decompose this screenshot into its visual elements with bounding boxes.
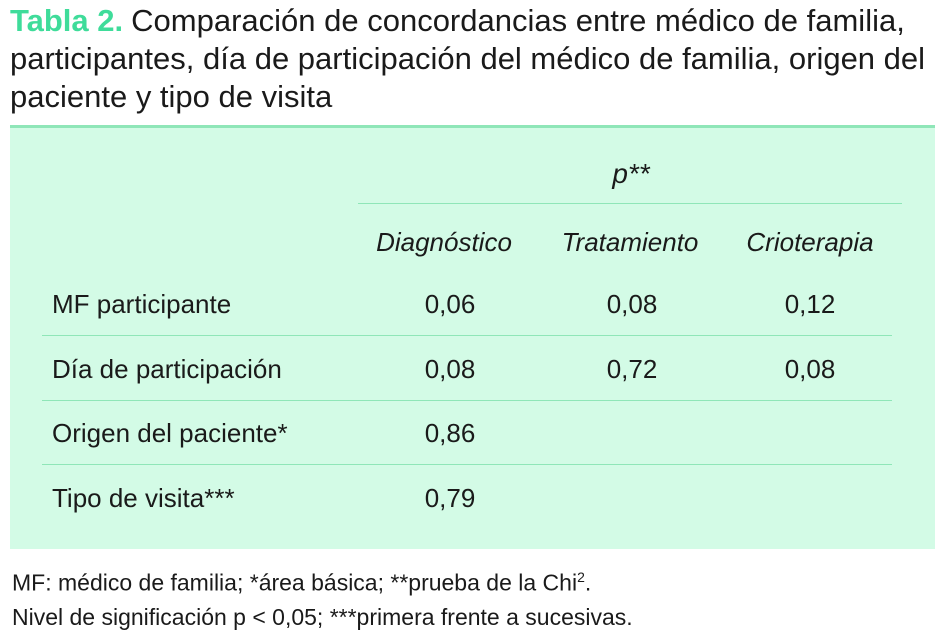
column-header-tratamiento: Tratamiento [561,227,699,257]
table-row [10,466,935,530]
cell-diagnostico: 0,86 [424,418,476,448]
footnote-line-2: Nivel de significación p < 0,05; ***primera frente a sucesivas. [12,603,633,630]
row-label: Día de participación [52,354,282,384]
table-footnotes [12,560,932,634]
footnote-end: . [584,569,592,596]
table-row [10,337,935,401]
cell-crioterapia: 0,12 [784,289,836,319]
column-header-crioterapia: Crioterapia [746,227,874,257]
cell-tratamiento [582,401,682,465]
cell-diagnostico: 0,08 [424,354,476,384]
data-table [10,125,935,549]
cell-crioterapia [760,466,860,530]
cell-crioterapia: 0,08 [784,354,836,384]
cell-diagnostico: 0,06 [424,289,476,319]
cell-tratamiento [582,466,682,530]
table-title-label: Tabla 2. [10,3,124,38]
row-divider [42,335,892,336]
table-title-text: Comparación de concordancias entre médico de familia, participantes, día de participación del médico de familia, origen del paciente y tipo de visita [10,3,926,114]
table-row [10,401,935,465]
footnote-superscript: 2 [577,569,585,585]
table-row [10,272,935,336]
row-divider [42,464,892,465]
column-header-diagnostico: Diagnóstico [376,227,512,257]
group-header-p: p** [612,158,650,189]
row-label: Origen del paciente* [52,418,288,448]
cell-crioterapia [760,401,860,465]
row-label: MF participante [52,289,232,319]
row-label: Tipo de visita*** [52,483,235,513]
cell-diagnostico: 0,79 [424,483,476,513]
footnote-line-1 [12,560,932,600]
table-title [10,2,935,116]
cell-tratamiento: 0,08 [606,289,658,319]
group-header-rule [358,203,902,204]
cell-tratamiento: 0,72 [606,354,658,384]
footnote-abbrev: MF: médico de familia; *área básica; **prueba de la Chi [12,569,578,596]
